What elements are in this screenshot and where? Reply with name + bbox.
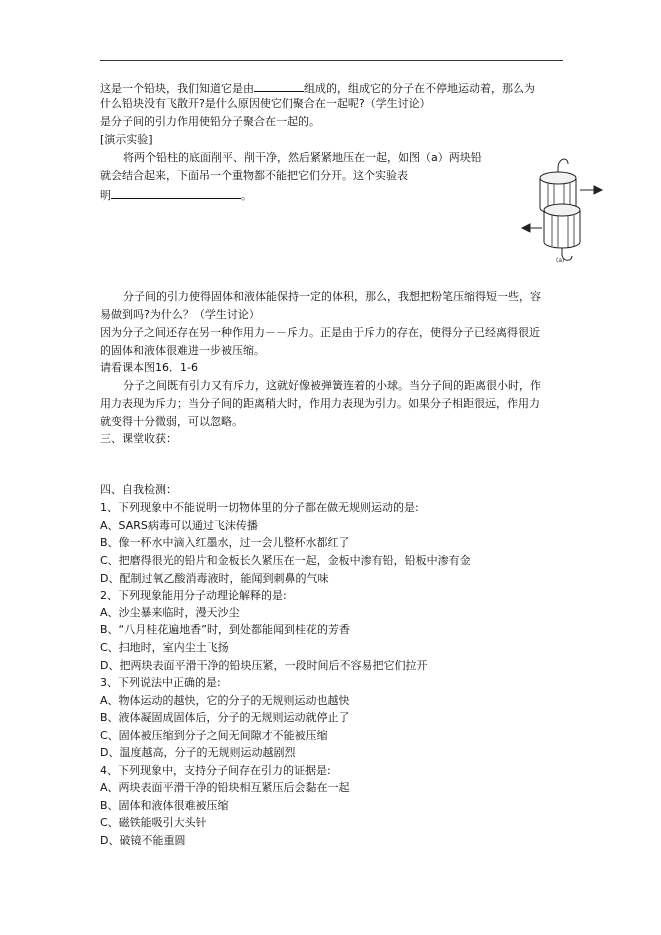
option: A、SARS病毒可以通过飞沫传播 bbox=[100, 519, 258, 532]
option: C、磁铁能吸引大头针 bbox=[100, 816, 207, 829]
lead-cylinders-figure bbox=[518, 150, 610, 266]
question: 1、下列现象中不能说明一切物体里的分子都在做无规则运动的是: bbox=[100, 501, 419, 514]
option: B、“八月桂花遍地香”时，到处都能闻到桂花的芳香 bbox=[100, 623, 350, 636]
option: A、沙尘暴来临时，漫天沙尘 bbox=[100, 606, 240, 619]
paragraph-line: 就会结合起来，下面吊一个重物都不能把它们分开。这个实验表 bbox=[100, 169, 408, 182]
section-label: [演示实验] bbox=[100, 133, 153, 146]
paragraph-line: 就变得十分微弱，可以忽略。 bbox=[100, 415, 243, 428]
paragraph-line: 易做到吗?为什么？（学生讨论） bbox=[100, 308, 260, 321]
fill-in-blank bbox=[254, 80, 304, 92]
option: D、配制过氧乙酸消毒液时，能闻到刺鼻的气味 bbox=[100, 572, 329, 585]
question: 4、下列现象中，支持分子间存在引力的证据是: bbox=[100, 764, 331, 777]
text-segment: 明 bbox=[100, 189, 111, 202]
option: D、把两块表面平滑干净的铅块压紧，一段时间后不容易把它们拉开 bbox=[100, 659, 428, 672]
paragraph-line: 分子间的引力使得固体和液体能保持一定的体积，那么，我想把粉笔压缩得短一些，容 bbox=[123, 290, 541, 303]
section-heading: 三、课堂收获： bbox=[100, 432, 177, 445]
option: B、固体和液体很难被压缩 bbox=[100, 799, 229, 812]
paragraph-line: 将两个铅柱的底面削平、削干净，然后紧紧地压在一起，如图（a）两块铅 bbox=[123, 151, 482, 164]
text-segment: 这是一个铅块，我们知道它是由 bbox=[100, 82, 254, 95]
option: C、固体被压缩到分子之间无间隙才不能被压缩 bbox=[100, 729, 328, 742]
paragraph-line: 请看课本图16．1-6 bbox=[100, 361, 198, 374]
fill-in-blank bbox=[111, 187, 241, 199]
paragraph-line bbox=[100, 187, 252, 203]
option: D、温度越高，分子的无规则运动越剧烈 bbox=[100, 746, 296, 759]
option: C、把磨得很光的铅片和金板长久紧压在一起，金板中渗有铅，铅板中渗有金 bbox=[100, 554, 471, 567]
option: A、两块表面平滑干净的铅块相互紧压后会黏在一起 bbox=[100, 781, 350, 794]
paragraph-line: 是分子间的引力作用使铅分子聚合在一起的。 bbox=[100, 115, 320, 128]
option: C、扫地时，室内尘土飞扬 bbox=[100, 641, 229, 654]
question: 2、下列现象能用分子动理论解释的是: bbox=[100, 589, 287, 602]
text-segment: 组成的，组成它的分子在不停地运动着，那么为 bbox=[304, 82, 535, 95]
paragraph-line bbox=[100, 80, 535, 96]
paragraph-line: 什么铅块没有飞散开?是什么原因使它们聚合在一起呢?（学生讨论） bbox=[100, 97, 431, 110]
option: D、破镜不能重圆 bbox=[100, 834, 186, 847]
header-rule bbox=[100, 60, 563, 61]
question: 3、下列说法中正确的是: bbox=[100, 676, 221, 689]
paragraph-line: 用力表现为斥力；当分子间的距离稍大时，作用力表现为引力。如果分子相距很远，作用力 bbox=[100, 397, 540, 410]
section-heading: 四、自我检测： bbox=[100, 483, 177, 496]
figure-label: (a) bbox=[556, 257, 565, 264]
paragraph-line: 分子之间既有引力又有斥力，这就好像被弹簧连着的小球。当分子间的距离很小时，作 bbox=[123, 379, 541, 392]
text-segment: 。 bbox=[241, 189, 252, 202]
hook-top-icon bbox=[558, 159, 568, 168]
paragraph-line: 的固体和液体很难进一步被压缩。 bbox=[100, 344, 265, 357]
option: B、液体凝固成固体后，分子的无规则运动就停止了 bbox=[100, 711, 350, 724]
option: A、物体运动的越快，它的分子的无规则运动也越快 bbox=[100, 694, 350, 707]
paragraph-line: 因为分子之间还存在另一种作用力－－斥力。正是由于斥力的存在，使得分子已经离得很近 bbox=[100, 326, 540, 339]
option: B、像一杯水中滴入红墨水，过一会儿整杯水都红了 bbox=[100, 536, 350, 549]
